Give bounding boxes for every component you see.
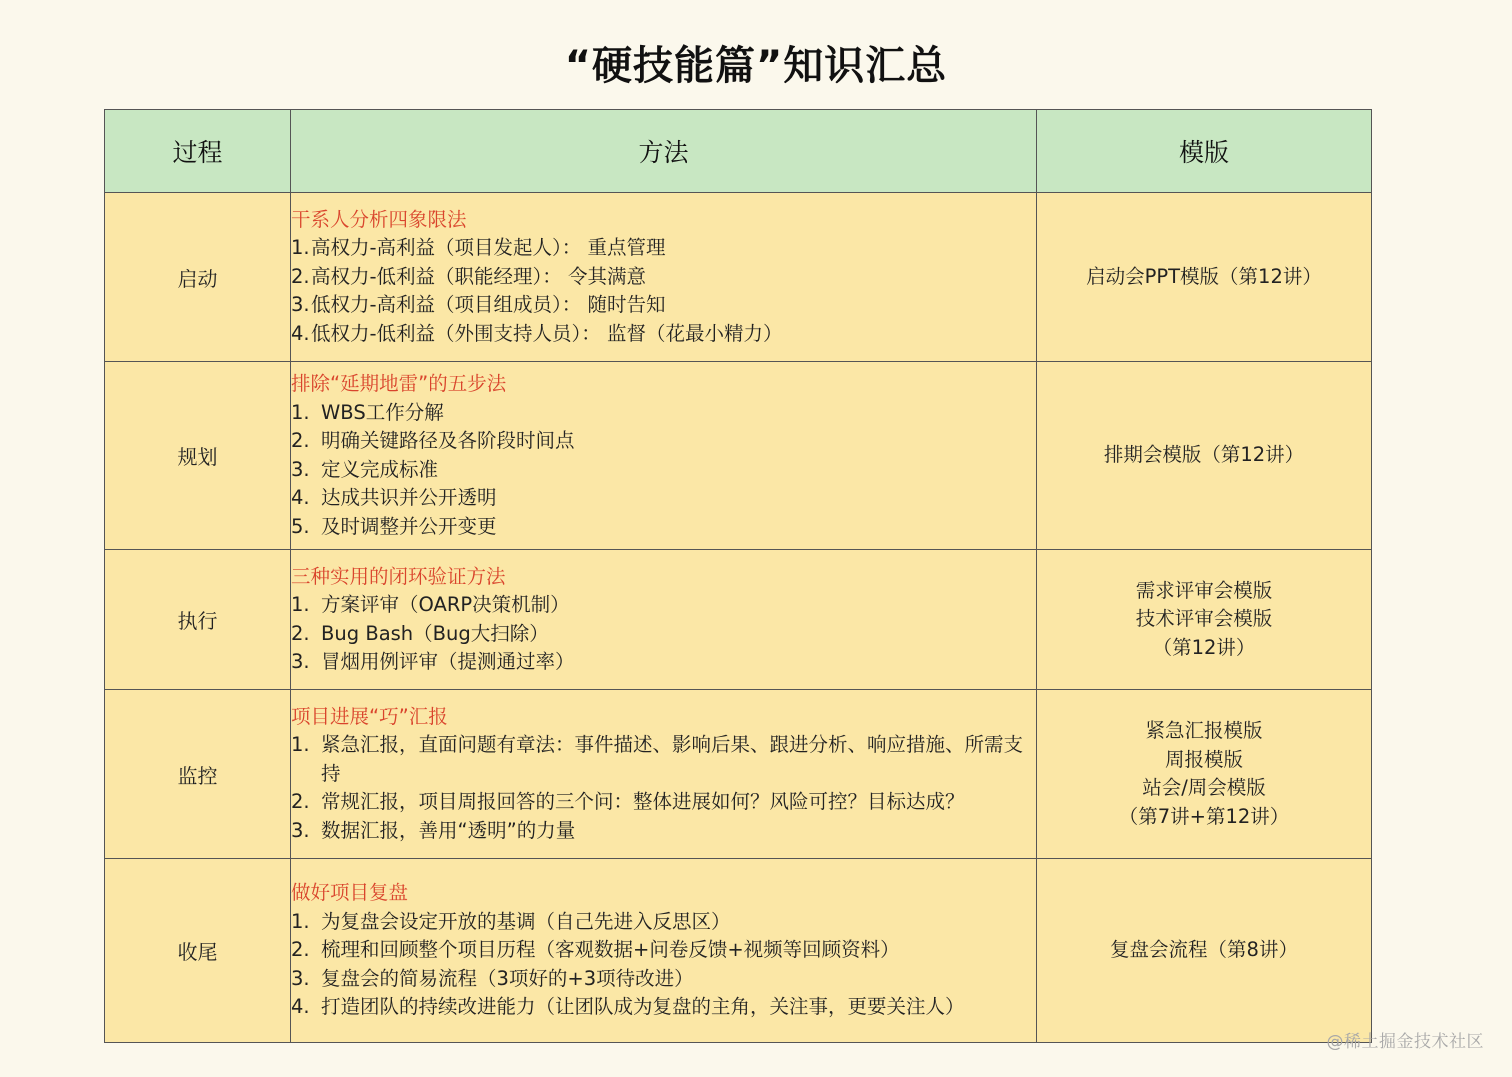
list-item — [291, 908, 1036, 937]
step-text: 低权力-高利益（项目组成员）： 随时告知 — [311, 293, 666, 317]
template-cell — [1037, 193, 1372, 362]
stage-cell: 监控 — [105, 690, 291, 859]
step-text: 常规汇报，项目周报回答的三个问：整体进展如何？风险可控？目标达成？ — [321, 790, 965, 814]
step-number: 2. — [291, 429, 310, 452]
step-number: 4. — [291, 486, 310, 509]
list-item — [291, 291, 1036, 320]
template-line: 需求评审会模版 — [1135, 578, 1273, 602]
method-steps — [291, 731, 1036, 845]
list-item — [291, 320, 1036, 349]
step-text: Bug Bash（Bug大扫除） — [321, 621, 549, 645]
template-line: 站会/周会模版 — [1142, 776, 1266, 799]
step-number: 4. — [291, 995, 310, 1019]
method-heading: 做好项目复盘 — [291, 881, 409, 905]
list-item — [291, 484, 1036, 513]
stage-cell: 收尾 — [105, 859, 291, 1043]
method-cell — [291, 690, 1037, 859]
step-number: 3. — [291, 457, 310, 481]
list-item — [291, 456, 1036, 485]
method-cell — [291, 193, 1037, 362]
template-line: 复盘会流程（第8讲） — [1110, 938, 1298, 962]
step-number: 1. — [291, 236, 310, 260]
table-row — [105, 859, 1372, 1043]
step-text: 及时调整并公开变更 — [321, 514, 497, 538]
template-line: 启动会PPT模版（第12讲） — [1086, 264, 1322, 288]
template-line: 技术评审会模版 — [1135, 607, 1273, 631]
template-line: （第7讲+第12讲） — [1118, 804, 1290, 828]
header-row — [105, 110, 1372, 193]
list-item — [291, 513, 1036, 542]
step-text: 梳理和回顾整个项目历程（客观数据+问卷反馈+视频等回顾资料） — [321, 938, 900, 962]
table-row — [105, 690, 1372, 859]
method-steps — [291, 399, 1036, 542]
step-text: WBS工作分解 — [321, 400, 444, 424]
table-row — [105, 550, 1372, 690]
list-item — [291, 427, 1036, 456]
template-cell — [1037, 362, 1372, 550]
step-number: 3. — [291, 966, 310, 990]
header-process: 过程 — [105, 110, 291, 193]
list-item — [291, 591, 1036, 620]
step-number: 3. — [291, 650, 310, 673]
step-text: 紧急汇报，直面问题有章法：事件描述、影响后果、跟进分析、响应措施、所需支持 — [321, 733, 1024, 785]
method-heading: 干系人分析四象限法 — [291, 207, 467, 231]
step-number: 3. — [291, 293, 310, 317]
list-item — [291, 399, 1036, 428]
step-text: 冒烟用例评审（提测通过率） — [321, 650, 575, 673]
page-title: “硬技能篇”知识汇总 — [564, 43, 948, 89]
method-heading: 排除“延期地雷”的五步法 — [291, 372, 507, 395]
header-method: 方法 — [291, 110, 1037, 193]
template-cell — [1037, 550, 1372, 690]
header-template: 模版 — [1037, 110, 1372, 193]
step-number: 2. — [291, 264, 310, 288]
method-cell — [291, 550, 1037, 690]
step-text: 明确关键路径及各阶段时间点 — [321, 429, 575, 452]
list-item — [291, 993, 1036, 1022]
knowledge-summary-table — [104, 109, 1372, 1043]
list-item — [291, 731, 1036, 788]
template-line: 紧急汇报模版 — [1145, 719, 1263, 742]
method-cell — [291, 859, 1037, 1043]
step-text: 高权力-低利益（职能经理）： 令其满意 — [311, 264, 646, 288]
step-number: 5. — [291, 514, 310, 538]
stage-cell: 规划 — [105, 362, 291, 550]
list-item — [291, 620, 1036, 649]
step-text: 为复盘会设定开放的基调（自己先进入反思区） — [321, 909, 731, 933]
step-number: 2. — [291, 790, 310, 814]
list-item — [291, 263, 1036, 292]
list-item — [291, 648, 1036, 677]
list-item — [291, 965, 1036, 994]
template-cell — [1037, 690, 1372, 859]
step-text: 打造团队的持续改进能力（让团队成为复盘的主角，关注事，更要关注人） — [321, 995, 965, 1019]
method-steps — [291, 234, 1036, 348]
step-number: 3. — [291, 818, 310, 842]
method-cell — [291, 362, 1037, 550]
step-number: 1. — [291, 400, 310, 424]
stage-cell: 启动 — [105, 193, 291, 362]
table-row — [105, 193, 1372, 362]
template-line: 排期会模版（第12讲） — [1103, 443, 1305, 467]
step-number: 1. — [291, 593, 310, 616]
step-text: 达成共识并公开透明 — [321, 486, 497, 509]
watermark: @稀土掘金技术社区 — [1326, 1032, 1484, 1052]
method-steps — [291, 591, 1036, 677]
method-heading: 三种实用的闭环验证方法 — [291, 564, 506, 588]
step-number: 1. — [291, 733, 310, 757]
step-number: 2. — [291, 938, 310, 962]
step-text: 方案评审（OARP决策机制） — [321, 593, 570, 616]
template-line: 周报模版 — [1164, 747, 1243, 771]
step-text: 数据汇报，善用“透明”的力量 — [321, 818, 576, 842]
step-text: 低权力-低利益（外围支持人员）： 监督（花最小精力） — [311, 321, 783, 345]
list-item — [291, 234, 1036, 263]
step-text: 高权力-高利益（项目发起人）： 重点管理 — [311, 236, 666, 260]
step-number: 2. — [291, 621, 310, 645]
list-item — [291, 936, 1036, 965]
list-item — [291, 817, 1036, 846]
stage-cell: 执行 — [105, 550, 291, 690]
table-row — [105, 362, 1372, 550]
step-number: 4. — [291, 321, 310, 345]
method-steps — [291, 908, 1036, 1022]
step-number: 1. — [291, 909, 310, 933]
template-cell — [1037, 859, 1372, 1043]
method-heading: 项目进展“巧”汇报 — [291, 704, 448, 728]
list-item — [291, 788, 1036, 817]
step-text: 定义完成标准 — [321, 457, 439, 481]
step-text: 复盘会的简易流程（3项好的+3项待改进） — [321, 966, 694, 990]
template-line: （第12讲） — [1152, 635, 1256, 659]
